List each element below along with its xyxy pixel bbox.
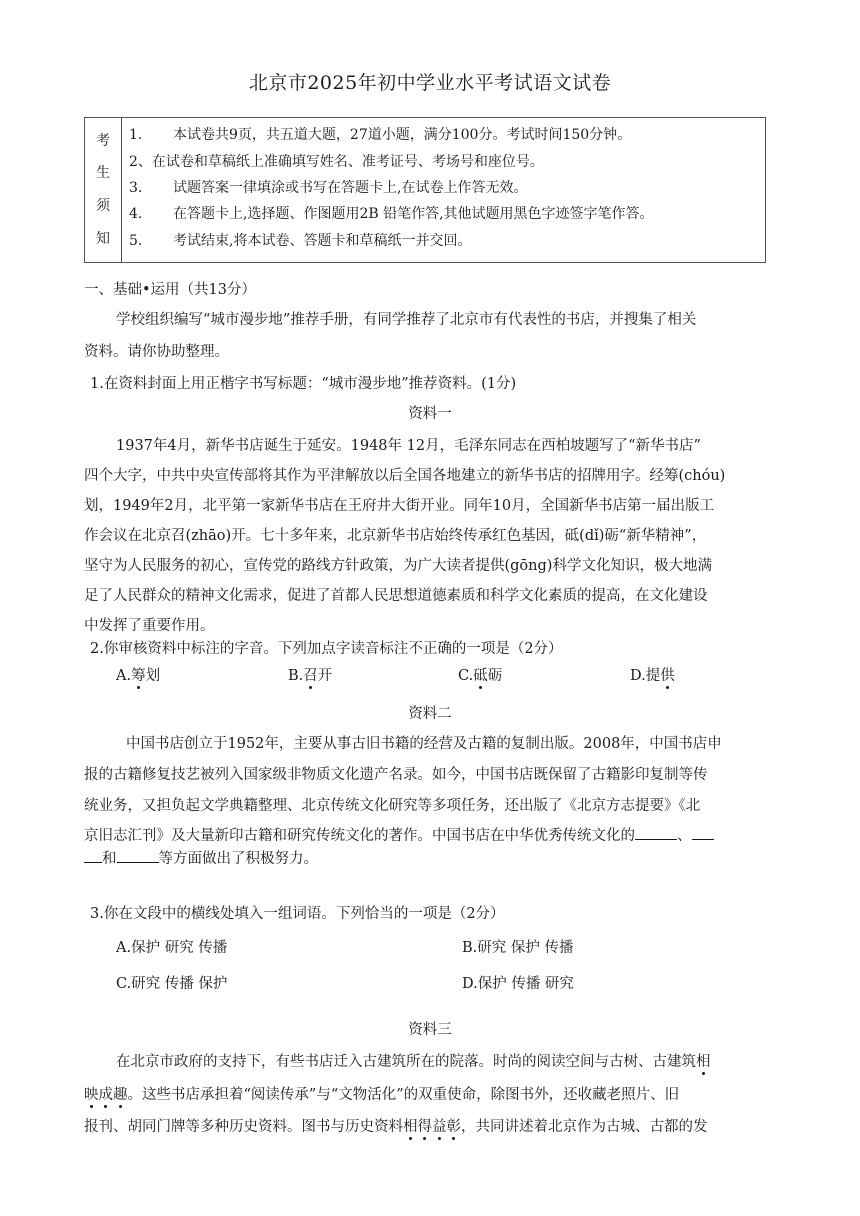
material-3-label: 资料三 <box>408 1022 452 1038</box>
material-1-label: 资料一 <box>408 406 452 422</box>
material-2-line: 报的古籍修复技艺被列入国家级非物质文化遗产名录。如今，中国书店既保留了古籍影印复制等传 <box>84 767 708 783</box>
notice-item: 1. 本试卷共9页，共五道大题，27道小题，满分100分。考试时间150分钟。 <box>129 127 632 143</box>
notice-item: 2、在试卷和草稿纸上准确填写姓名、准考证号、考场号和座位号。 <box>129 154 544 170</box>
material-1-line: 四个大字，中共中央宣传部将其作为平津解放以后全国各地建立的新华书店的招牌用字。经筹(chóu) <box>84 468 726 484</box>
material-3-line: 映成趣。这些书店承担着“阅读传承”与“文物活化”的双重使命，除图书外，还收藏老照片、旧 <box>84 1087 680 1103</box>
notice-item: 5. 考试结束,将本试卷、答题卡和草稿纸一并交回。 <box>129 233 472 249</box>
q3-option-b: B.研究 保护 传播 <box>462 940 574 956</box>
dotted-phrase: 相得益彰 <box>403 1119 461 1135</box>
material-2-label: 资料二 <box>408 706 452 722</box>
material-2-line: 统业务，又担负起文学典籍整理、北京传统文化研究等多项任务，还出版了《北京方志提要》《北 <box>84 798 701 814</box>
notice-side-char: 知 <box>96 231 110 247</box>
answer-blank <box>635 825 677 840</box>
dotted-phrase: 映成趣 <box>84 1087 128 1103</box>
notice-side-char: 生 <box>96 165 110 181</box>
notice-item: 3. 试题答案一律填涂或书写在答题卡上,在试卷上作答无效。 <box>129 180 528 196</box>
notice-item: 4. 在答题卡上,选择题、作图题用2B 铅笔作答,其他试题用黑色字迹签字笔作答。 <box>129 206 654 222</box>
notice-side-label <box>85 118 122 262</box>
q3-option-d: D.保护 传播 研究 <box>462 976 574 992</box>
q2-option-d: D.提供 <box>630 668 675 684</box>
page-title: 北京市2025年初中学业水平考试语文试卷 <box>248 72 612 94</box>
q2-option-c: C.砥砺 <box>458 668 503 684</box>
material-3-line: 在北京市政府的支持下，有些书店迁入古建筑所在的院落。时尚的阅读空间与古树、古建筑相 <box>116 1054 711 1070</box>
q3-option-a: A.保护 研究 传播 <box>116 940 228 956</box>
material-2-line: 和 等方面做出了积极努力。 <box>84 847 318 868</box>
material-1-line: 足了人民群众的精神文化需求，促进了首都人民思想道德素质和科学文化素质的提高，在文化建设 <box>84 588 708 604</box>
material-1-line: 坚守为人民服务的初心，宣传党的路线方针政策，为广大读者提供(gōng)科学文化知识，极大地满 <box>84 558 712 574</box>
material-2-line: 京旧志汇刊》及大量新印古籍和研究传统文化的著作。中国书店在中华优秀传统文化的 、 <box>84 824 714 845</box>
notice-side-char: 考 <box>96 133 110 149</box>
question-1: 1.在资料封面上用正楷字书写标题：“城市漫步地”推荐资料。(1分) <box>90 376 517 392</box>
question-3: 3.你在文段中的横线处填入一组词语。下列恰当的一项是（2分） <box>90 906 505 922</box>
q2-option-a: A.筹划 <box>116 668 161 684</box>
material-1-line: 划，1949年2月，北平第一家新华书店在王府井大街开业。同年10月，全国新华书店第一届出版工 <box>84 498 715 514</box>
question-2: 2.你审核资料中标注的字音。下列加点字读音标注不正确的一项是（2分） <box>90 641 563 657</box>
material-3-line: 报刊、胡同门牌等多种历史资料。图书与历史资料相得益彰，共同讲述着北京作为古城、古都的发 <box>84 1119 708 1135</box>
material-1-line: 1937年4月，新华书店诞生于延安。1948年 12月，毛泽东同志在西柏坡题写了“新华书店” <box>116 438 701 454</box>
material-2-line: 中国书店创立于1952年，主要从事古旧书籍的经营及古籍的复制出版。2008年，中国书店申 <box>126 736 722 752</box>
q2-option-b: B.召开 <box>288 668 333 684</box>
section-heading: 一、基础•运用（共13分） <box>84 282 257 298</box>
notice-box <box>84 117 766 263</box>
answer-blank <box>117 848 159 863</box>
material-1-line: 作会议在北京召(zhāo)开。七十多年来，北京新华书店始终传承红色基因，砥(dǐ)砺“新华精神”， <box>84 528 707 544</box>
intro-line: 学校组织编写“城市漫步地”推荐手册，有同学推荐了北京市有代表性的书店，并搜集了相关 <box>116 312 697 328</box>
notice-side-char: 须 <box>96 198 110 214</box>
q3-option-c: C.研究 传播 保护 <box>116 976 228 992</box>
answer-blank <box>84 848 102 863</box>
material-1-line: 中发挥了重要作用。 <box>84 618 215 634</box>
answer-blank <box>692 825 714 840</box>
intro-line: 资料。请你协助整理。 <box>84 344 229 360</box>
